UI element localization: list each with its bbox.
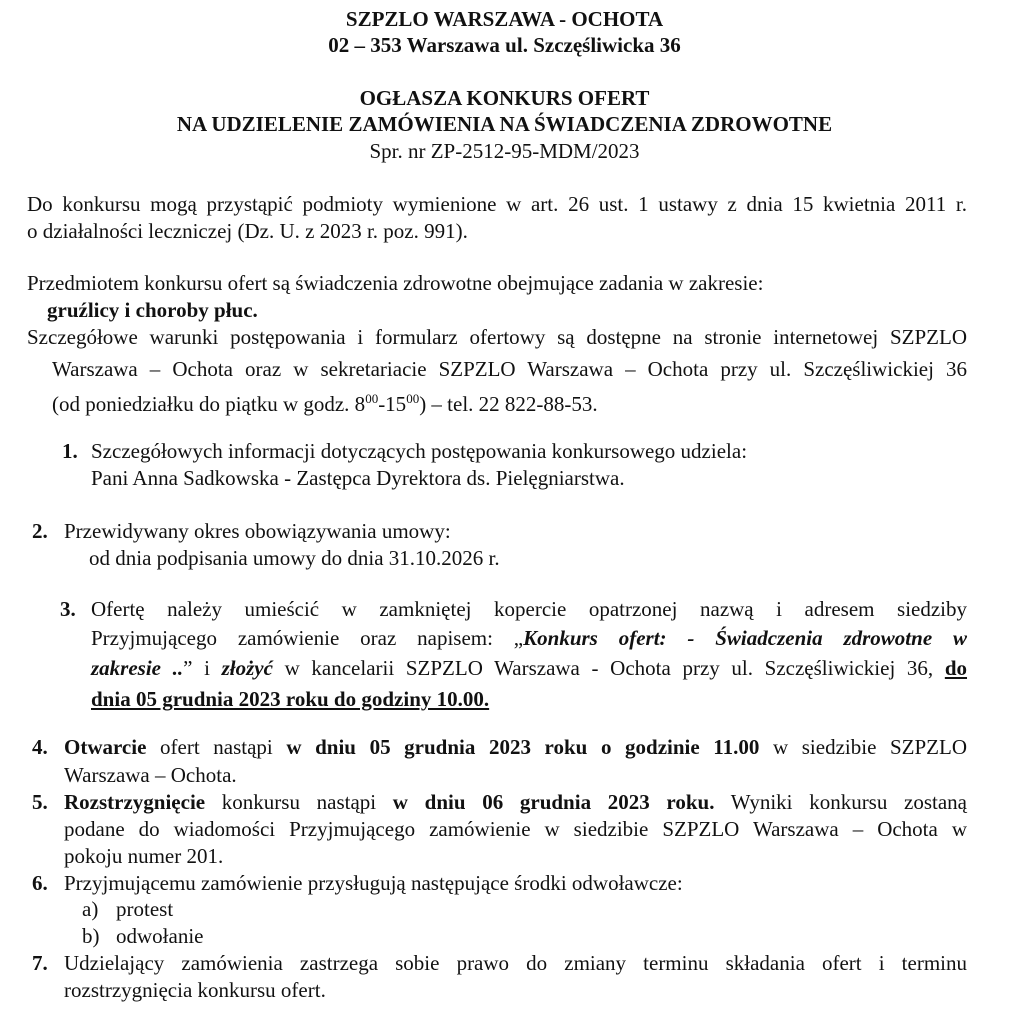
item-2-number: 2. (32, 519, 48, 543)
item-4-line-1 (64, 734, 967, 760)
item-1-line-2: Pani Anna Sadkowska - Zastępca Dyrektora ds. Pielęgniarstwa. (91, 466, 625, 490)
hour-sup-2: 00 (406, 391, 420, 406)
conditions-paragraph (27, 324, 967, 350)
announcement-subtitle: NA UDZIELENIE ZAMÓWIENIA NA ŚWIADCZENIA ZDROWOTNE (176, 112, 833, 136)
item-5-number: 5. (32, 790, 48, 814)
item-7-line-1-wrap (64, 950, 967, 976)
item-6-b-text: odwołanie (116, 924, 204, 948)
item-4-line-2: Warszawa – Ochota. (64, 763, 237, 787)
item-1-line-1: Szczegółowych informacji dotyczących postępowania konkursowego udziela: (91, 439, 748, 463)
subject-scope: gruźlicy i choroby płuc. (47, 298, 258, 322)
phone-text: ) – tel. 22 822-88-53. (419, 392, 598, 416)
hour-sup-1: 00 (365, 391, 379, 406)
resolution-date: w dniu 06 grudnia 2023 roku. (392, 790, 715, 814)
item-5-text-2: Wyniki konkursu zostaną (714, 790, 968, 814)
item-5-line-1-text (64, 789, 967, 815)
item-3-line-2 (91, 625, 967, 651)
item-5-line-3: pokoju numer 201. (64, 844, 224, 868)
item-5-line-2-wrap (64, 816, 967, 842)
item-7-line-2: rozstrzygnięcia konkursu ofert. (64, 978, 326, 1002)
office-hours-text: (od poniedziałku do piątku w godz. 8 (52, 392, 366, 416)
submission-deadline: dnia 05 grudnia 2023 roku do godziny 10.00. (91, 687, 490, 711)
item-3-number: 3. (60, 597, 76, 621)
item-2-line-2: od dnia podpisania umowy do dnia 31.10.2026 r. (89, 546, 500, 570)
item-1-number: 1. (62, 439, 78, 463)
announcement-title: OGŁASZA KONKURS OFERT (359, 86, 650, 110)
office-hours-text-2: -15 (378, 392, 407, 416)
eligibility-paragraph (27, 191, 967, 217)
item-3-line-2-plain: Przyjmującego zamówienie oraz napisem: „ (91, 626, 524, 650)
envelope-label-end: zakresie .. (91, 656, 184, 680)
item-6-line-1: Przyjmującemu zamówienie przysługują następujące środki odwoławcze: (64, 871, 683, 895)
item-5-line-1 (64, 789, 967, 815)
subject-paragraph: Przedmiotem konkursu ofert są świadczenia zdrowotne obejmujące zadania w zakresie: (27, 271, 764, 295)
item-3-line-1: Ofertę należy umieścić w zamkniętej kopercie opatrzonej nazwą i adresem siedziby (91, 597, 967, 621)
envelope-label-text: Konkurs ofert: - Świadczenia zdrowotne w (523, 626, 968, 650)
item-6-number: 6. (32, 871, 48, 895)
organization-name: SZPZLO WARSZAWA - OCHOTA (345, 7, 664, 31)
opening-label: Otwarcie (64, 735, 147, 759)
conditions-line-3 (52, 391, 598, 417)
eligibility-line-1: Do konkursu mogą przystąpić podmioty wymienione w art. 26 ust. 1 ustawy z dnia 15 kwietnia 2011 r. (27, 192, 967, 216)
item-3-line-3-text (91, 655, 967, 681)
conditions-line-2: Warszawa – Ochota oraz w sekretariacie SZPZLO Warszawa – Ochota przy ul. Szczęśliwickiej 36 (52, 357, 967, 381)
item-7-line-1: Udzielający zamówienia zastrzega sobie prawo do zmiany terminu składania ofert i terminu (64, 951, 967, 975)
eligibility-line-2: o działalności leczniczej (Dz. U. z 2023 r. poz. 991). (27, 219, 468, 243)
item-6-b-marker: b) (82, 924, 100, 948)
item-4-number: 4. (32, 735, 48, 759)
item-3-line-3 (91, 655, 967, 681)
item-4-text-2: w siedzibie SZPZLO (759, 735, 968, 759)
submit-verb: złożyć (221, 656, 273, 680)
item-5-text-1: konkursu nastąpi (205, 790, 393, 814)
item-3-line-1-wrap (91, 596, 967, 622)
conditions-line-2-wrap (52, 356, 967, 382)
item-4-line-1-text (64, 734, 967, 760)
item-5-line-2: podane do wiadomości Przyjmującego zamówienie w siedzibie SZPZLO Warszawa – Ochota w (64, 817, 967, 841)
organization-address: 02 – 353 Warszawa ul. Szczęśliwicka 36 (328, 33, 681, 57)
item-4-text-1: ofert nastąpi (146, 735, 287, 759)
deadline-start: do (944, 656, 968, 680)
item-3-office-text: w kancelarii SZPZLO Warszawa - Ochota przy ul. Szczęśliwickiej 36, (272, 656, 945, 680)
opening-date: w dniu 05 grudnia 2023 roku o godzinie 11.00 (286, 735, 760, 759)
item-6-a-text: protest (116, 897, 174, 921)
item-3-line-2-text (91, 625, 967, 651)
item-6-a-marker: a) (82, 897, 99, 921)
conditions-line-1: Szczegółowe warunki postępowania i formularz ofertowy są dostępne na stronie internetowej SZPZLO (27, 325, 967, 349)
resolution-label: Rozstrzygnięcie (64, 790, 206, 814)
item-7-number: 7. (32, 951, 48, 975)
reference-number: Spr. nr ZP-2512-95-MDM/2023 (369, 139, 640, 163)
item-2-line-1: Przewidywany okres obowiązywania umowy: (64, 519, 451, 543)
item-3-quote-end: ” i (183, 656, 222, 680)
